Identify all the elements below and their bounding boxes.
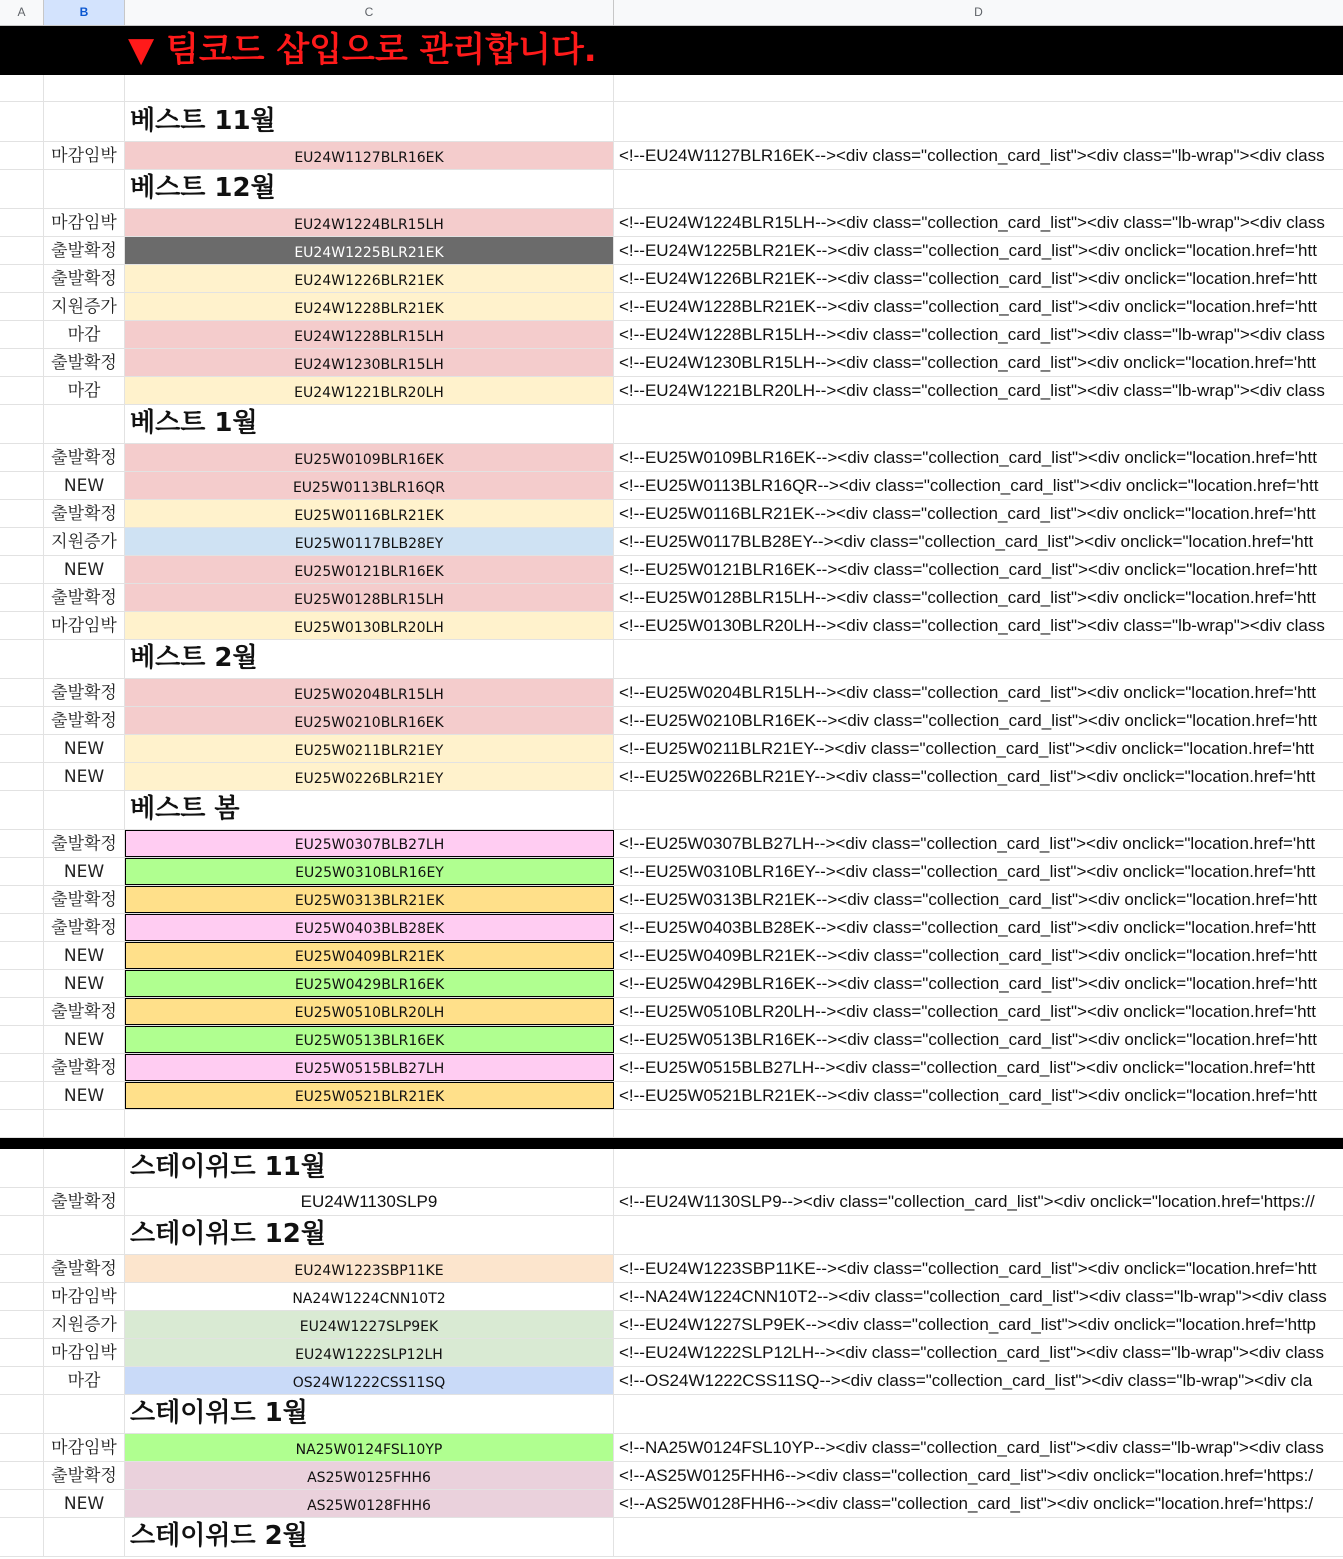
html-snippet-cell[interactable]: <!--AS25W0128FHH6--><div class="collection_card_list"><div onclick="location.href='https:/ bbox=[619, 1494, 1314, 1513]
team-code-cell[interactable]: EU24W1222SLP12LH bbox=[125, 1339, 614, 1366]
column-header-c[interactable]: C bbox=[125, 0, 614, 25]
html-snippet-cell[interactable]: <!--EU25W0310BLR16EY--><div class="collection_card_list"><div onclick="location.href='htt bbox=[619, 862, 1316, 881]
section-header-row bbox=[0, 405, 1343, 444]
status-cell[interactable]: NEW bbox=[44, 970, 125, 997]
cell-a[interactable] bbox=[0, 1255, 44, 1282]
status-cell[interactable]: 마감임박 bbox=[44, 1283, 125, 1310]
section-title[interactable]: 스테이위드 1월 bbox=[125, 1395, 614, 1433]
team-code-cell[interactable]: EU24W1230BLR15LH bbox=[125, 349, 614, 376]
cell-d[interactable] bbox=[614, 1216, 1343, 1254]
html-snippet-cell[interactable]: <!--EU24W1127BLR16EK--><div class="collection_card_list"><div class="lb-wrap"><div class bbox=[619, 146, 1325, 165]
team-code-cell[interactable]: EU25W0130BLR20LH bbox=[125, 612, 614, 639]
cell-a[interactable] bbox=[0, 170, 44, 208]
status-cell[interactable]: NEW bbox=[44, 556, 125, 583]
section-header-row bbox=[0, 1518, 1343, 1557]
table-row bbox=[0, 1367, 1343, 1395]
html-snippet-cell[interactable]: <!--AS25W0125FHH6--><div class="collection_card_list"><div onclick="location.href='https:/ bbox=[619, 1466, 1314, 1485]
html-snippet-cell[interactable]: <!--NA24W1224CNN10T2--><div class="collection_card_list"><div class="lb-wrap"><div class bbox=[619, 1287, 1327, 1306]
spreadsheet-grid bbox=[0, 26, 1343, 1557]
status-cell[interactable]: NEW bbox=[44, 472, 125, 499]
cell-d[interactable] bbox=[614, 102, 1343, 141]
status-cell[interactable]: 마감 bbox=[44, 377, 125, 404]
cell-a[interactable] bbox=[0, 293, 44, 320]
team-code-cell[interactable]: EU25W0409BLR21EK bbox=[125, 942, 614, 969]
team-code-cell[interactable]: EU25W0403BLB28EK bbox=[125, 914, 614, 941]
cell-b[interactable] bbox=[44, 791, 125, 829]
html-snippet-cell[interactable]: <!--EU25W0307BLB27LH--><div class="collection_card_list"><div onclick="location.href='htt bbox=[619, 834, 1316, 853]
table-row bbox=[0, 1082, 1343, 1110]
table-row bbox=[0, 1283, 1343, 1311]
status-cell[interactable]: 마감임박 bbox=[44, 209, 125, 236]
cell-a[interactable] bbox=[0, 1518, 44, 1556]
status-cell[interactable]: 출발확정 bbox=[44, 679, 125, 706]
cell-c[interactable] bbox=[125, 1110, 614, 1137]
cell-a[interactable] bbox=[0, 970, 44, 997]
cell-b[interactable] bbox=[44, 1110, 125, 1137]
cell-a[interactable] bbox=[0, 1110, 44, 1137]
section-title[interactable]: 베스트 11월 bbox=[125, 102, 614, 141]
html-snippet-cell[interactable]: <!--EU25W0313BLR21EK--><div class="collection_card_list"><div onclick="location.href='htt bbox=[619, 890, 1317, 909]
cell-a[interactable] bbox=[0, 405, 44, 443]
table-row bbox=[0, 237, 1343, 265]
status-cell[interactable]: 출발확정 bbox=[44, 349, 125, 376]
team-code-cell[interactable]: EU24W1226BLR21EK bbox=[125, 265, 614, 292]
section-title[interactable]: 스테이위드 2월 bbox=[125, 1518, 614, 1556]
status-cell[interactable]: 출발확정 bbox=[44, 1054, 125, 1081]
section-header-row bbox=[0, 1149, 1343, 1188]
column-header-a[interactable]: A bbox=[0, 0, 44, 25]
html-snippet-cell[interactable]: <!--EU25W0521BLR21EK--><div class="collection_card_list"><div onclick="location.href='htt bbox=[619, 1086, 1317, 1105]
table-row bbox=[0, 998, 1343, 1026]
cell-d[interactable] bbox=[614, 75, 1343, 101]
html-snippet-cell[interactable]: <!--OS24W1222CSS11SQ--><div class="collection_card_list"><div class="lb-wrap"><div cla bbox=[619, 1371, 1313, 1390]
cell-a[interactable] bbox=[0, 556, 44, 583]
cell-a[interactable] bbox=[0, 1367, 44, 1394]
html-snippet-cell[interactable]: <!--EU25W0211BLR21EY--><div class="collection_card_list"><div onclick="location.href='htt bbox=[619, 739, 1315, 758]
html-snippet-cell[interactable]: <!--EU24W1226BLR21EK--><div class="collection_card_list"><div onclick="location.href='htt bbox=[619, 269, 1317, 288]
cell-a[interactable] bbox=[0, 858, 44, 885]
table-row bbox=[0, 1026, 1343, 1054]
html-snippet-cell[interactable]: <!--EU25W0121BLR16EK--><div class="collection_card_list"><div onclick="location.href='htt bbox=[619, 560, 1317, 579]
team-code-cell[interactable]: EU24W1227SLP9EK bbox=[125, 1311, 614, 1338]
html-snippet-cell[interactable]: <!--NA25W0124FSL10YP--><div class="collection_card_list"><div class="lb-wrap"><div class bbox=[619, 1438, 1324, 1457]
cell-a[interactable] bbox=[0, 1339, 44, 1366]
team-code-cell[interactable]: EU25W0121BLR16EK bbox=[125, 556, 614, 583]
html-snippet-cell[interactable]: <!--EU25W0409BLR21EK--><div class="collection_card_list"><div onclick="location.href='htt bbox=[619, 946, 1317, 965]
cell-a[interactable] bbox=[0, 500, 44, 527]
banner-heading: ▼ 팀코드 삽입으로 관리합니다. bbox=[0, 26, 1343, 75]
cell-d[interactable] bbox=[614, 405, 1343, 443]
html-snippet-cell[interactable]: <!--EU24W1230BLR15LH--><div class="collection_card_list"><div onclick="location.href='htt bbox=[619, 353, 1316, 372]
html-snippet-cell[interactable]: <!--EU25W0403BLB28EK--><div class="collection_card_list"><div onclick="location.href='htt bbox=[619, 918, 1316, 937]
cell-a[interactable] bbox=[0, 1462, 44, 1489]
status-cell[interactable]: 출발확정 bbox=[44, 1255, 125, 1282]
status-cell[interactable]: 지원증가 bbox=[44, 293, 125, 320]
table-row bbox=[0, 1339, 1343, 1367]
cell-a[interactable] bbox=[0, 1054, 44, 1081]
cell-a[interactable] bbox=[0, 321, 44, 348]
cell-b[interactable] bbox=[44, 102, 125, 141]
team-code-cell[interactable]: EU25W0313BLR21EK bbox=[125, 886, 614, 913]
status-cell[interactable]: 출발확정 bbox=[44, 237, 125, 264]
cell-d[interactable] bbox=[614, 1395, 1343, 1433]
cell-a[interactable] bbox=[0, 886, 44, 913]
cell-a[interactable] bbox=[0, 237, 44, 264]
html-snippet-cell[interactable]: <!--EU25W0117BLB28EY--><div class="collection_card_list"><div onclick="location.href='htt bbox=[619, 532, 1314, 551]
team-code-cell[interactable]: NA25W0124FSL10YP bbox=[125, 1434, 614, 1461]
html-snippet-cell[interactable]: <!--EU25W0109BLR16EK--><div class="collection_card_list"><div onclick="location.href='htt bbox=[619, 448, 1317, 467]
column-header-bar bbox=[0, 0, 1343, 26]
cell-a[interactable] bbox=[0, 791, 44, 829]
section-header-row bbox=[0, 640, 1343, 679]
table-row bbox=[0, 1255, 1343, 1283]
cell-a[interactable] bbox=[0, 377, 44, 404]
team-code-cell[interactable]: EU25W0226BLR21EY bbox=[125, 763, 614, 790]
status-cell[interactable]: 출발확정 bbox=[44, 584, 125, 611]
status-cell[interactable]: NEW bbox=[44, 763, 125, 790]
section-header-row bbox=[0, 1395, 1343, 1434]
team-code-cell[interactable]: EU24W1225BLR21EK bbox=[125, 237, 614, 264]
cell-a[interactable] bbox=[0, 1149, 44, 1187]
cell-a[interactable] bbox=[0, 707, 44, 734]
section-header-row bbox=[0, 1216, 1343, 1255]
html-snippet-cell[interactable]: <!--EU24W1224BLR15LH--><div class="collection_card_list"><div class="lb-wrap"><div class bbox=[619, 213, 1325, 232]
cell-a[interactable] bbox=[0, 1188, 44, 1215]
table-row bbox=[0, 942, 1343, 970]
status-cell[interactable]: 마감임박 bbox=[44, 1339, 125, 1366]
cell-a[interactable] bbox=[0, 998, 44, 1025]
cell-a[interactable] bbox=[0, 1283, 44, 1310]
cell-d[interactable] bbox=[614, 1110, 1343, 1137]
cell-a[interactable] bbox=[0, 942, 44, 969]
cell-a[interactable] bbox=[0, 1082, 44, 1109]
team-code-cell[interactable]: AS25W0128FHH6 bbox=[125, 1490, 614, 1517]
html-snippet-cell[interactable]: <!--EU25W0204BLR15LH--><div class="collection_card_list"><div onclick="location.href='htt bbox=[619, 683, 1316, 702]
status-cell[interactable]: NEW bbox=[44, 858, 125, 885]
team-code-cell[interactable]: EU24W1221BLR20LH bbox=[125, 377, 614, 404]
team-code-cell[interactable]: EU25W0113BLR16QR bbox=[125, 472, 614, 499]
status-cell[interactable]: 출발확정 bbox=[44, 1188, 125, 1215]
table-row bbox=[0, 679, 1343, 707]
status-cell[interactable]: 출발확정 bbox=[44, 886, 125, 913]
table-row bbox=[0, 142, 1343, 170]
section-header-row bbox=[0, 170, 1343, 209]
html-snippet-cell[interactable]: <!--EU24W1222SLP12LH--><div class="collection_card_list"><div class="lb-wrap"><div class bbox=[619, 1343, 1324, 1362]
cell-a[interactable] bbox=[0, 349, 44, 376]
status-cell[interactable]: 출발확정 bbox=[44, 707, 125, 734]
team-code-cell[interactable]: EU25W0210BLR16EK bbox=[125, 707, 614, 734]
table-row bbox=[0, 265, 1343, 293]
column-header-b[interactable]: B bbox=[44, 0, 125, 25]
table-row bbox=[0, 970, 1343, 998]
html-snippet-cell[interactable]: <!--EU25W0130BLR20LH--><div class="collection_card_list"><div class="lb-wrap"><div class bbox=[619, 616, 1325, 635]
team-code-cell[interactable]: EU25W0204BLR15LH bbox=[125, 679, 614, 706]
cell-a[interactable] bbox=[0, 1490, 44, 1517]
cell-a[interactable] bbox=[0, 763, 44, 790]
cell-a[interactable] bbox=[0, 1311, 44, 1338]
team-code-cell[interactable]: EU25W0310BLR16EY bbox=[125, 858, 614, 885]
table-row bbox=[0, 556, 1343, 584]
section-title[interactable]: 베스트 봄 bbox=[125, 791, 614, 829]
team-code-cell[interactable]: EU25W0117BLB28EY bbox=[125, 528, 614, 555]
section-title[interactable]: 스테이위드 12월 bbox=[125, 1216, 614, 1254]
status-cell[interactable]: NEW bbox=[44, 1026, 125, 1053]
cell-a[interactable] bbox=[0, 735, 44, 762]
cell-a[interactable] bbox=[0, 75, 44, 101]
cell-a[interactable] bbox=[0, 444, 44, 471]
team-code-cell[interactable]: EU25W0515BLB27LH bbox=[125, 1054, 614, 1081]
cell-a[interactable] bbox=[0, 584, 44, 611]
table-row bbox=[0, 321, 1343, 349]
cell-a[interactable] bbox=[0, 1395, 44, 1433]
html-snippet-cell[interactable]: <!--EU24W1130SLP9--><div class="collection_card_list"><div onclick="location.href='https:// bbox=[619, 1192, 1315, 1211]
html-snippet-cell[interactable]: <!--EU24W1228BLR21EK--><div class="collection_card_list"><div onclick="location.href='htt bbox=[619, 297, 1317, 316]
cell-d[interactable] bbox=[614, 1149, 1343, 1187]
status-cell[interactable]: 지원증가 bbox=[44, 1311, 125, 1338]
cell-b[interactable] bbox=[44, 1216, 125, 1254]
team-code-cell[interactable]: AS25W0125FHH6 bbox=[125, 1462, 614, 1489]
cell-a[interactable] bbox=[0, 209, 44, 236]
table-row bbox=[0, 1188, 1343, 1216]
status-cell[interactable]: NEW bbox=[44, 1490, 125, 1517]
html-snippet-cell[interactable]: <!--EU25W0226BLR21EY--><div class="collection_card_list"><div onclick="location.href='htt bbox=[619, 767, 1316, 786]
cell-c[interactable] bbox=[125, 75, 614, 101]
team-code-cell[interactable]: EU25W0307BLB27LH bbox=[125, 830, 614, 857]
cell-d[interactable] bbox=[614, 1518, 1343, 1556]
table-row bbox=[0, 886, 1343, 914]
html-snippet-cell[interactable]: <!--EU25W0113BLR16QR--><div class="collection_card_list"><div onclick="location.href='htt bbox=[619, 476, 1319, 495]
cell-d[interactable] bbox=[614, 640, 1343, 678]
team-code-cell[interactable]: EU24W1228BLR21EK bbox=[125, 293, 614, 320]
team-code-cell[interactable]: EU24W1228BLR15LH bbox=[125, 321, 614, 348]
html-snippet-cell[interactable]: <!--EU25W0116BLR21EK--><div class="collection_card_list"><div onclick="location.href='htt bbox=[619, 504, 1316, 523]
html-snippet-cell[interactable]: <!--EU24W1228BLR15LH--><div class="collection_card_list"><div class="lb-wrap"><div class bbox=[619, 325, 1325, 344]
table-row bbox=[0, 763, 1343, 791]
cell-a[interactable] bbox=[0, 472, 44, 499]
cell-a[interactable] bbox=[0, 142, 44, 169]
table-row bbox=[0, 735, 1343, 763]
cell-b[interactable] bbox=[44, 640, 125, 678]
html-snippet-cell[interactable]: <!--EU25W0513BLR16EK--><div class="collection_card_list"><div onclick="location.href='htt bbox=[619, 1030, 1317, 1049]
cell-a[interactable] bbox=[0, 679, 44, 706]
html-snippet-cell[interactable]: <!--EU24W1223SBP11KE--><div class="collection_card_list"><div onclick="location.href='htt bbox=[619, 1259, 1317, 1278]
html-snippet-cell[interactable]: <!--EU25W0210BLR16EK--><div class="collection_card_list"><div onclick="location.href='htt bbox=[619, 711, 1317, 730]
team-code-cell[interactable]: EU25W0128BLR15LH bbox=[125, 584, 614, 611]
cell-a[interactable] bbox=[0, 265, 44, 292]
table-row bbox=[0, 1434, 1343, 1462]
status-cell[interactable]: 출발확정 bbox=[44, 265, 125, 292]
table-row bbox=[0, 349, 1343, 377]
cell-a[interactable] bbox=[0, 1026, 44, 1053]
section-header-row bbox=[0, 102, 1343, 142]
cell-a[interactable] bbox=[0, 640, 44, 678]
cell-d[interactable] bbox=[614, 170, 1343, 208]
empty-row bbox=[0, 1110, 1343, 1138]
team-code-cell[interactable]: EU25W0521BLR21EK bbox=[125, 1082, 614, 1109]
html-snippet-cell[interactable]: <!--EU24W1221BLR20LH--><div class="collection_card_list"><div class="lb-wrap"><div class bbox=[619, 381, 1325, 400]
cell-b[interactable] bbox=[44, 405, 125, 443]
status-cell[interactable]: 마감임박 bbox=[44, 142, 125, 169]
cell-d[interactable] bbox=[614, 791, 1343, 829]
team-code-cell[interactable]: EU25W0429BLR16EK bbox=[125, 970, 614, 997]
cell-b[interactable] bbox=[44, 170, 125, 208]
section-title[interactable]: 스테이위드 11월 bbox=[125, 1149, 614, 1187]
cell-a[interactable] bbox=[0, 612, 44, 639]
status-cell[interactable]: 마감 bbox=[44, 1367, 125, 1394]
table-row bbox=[0, 830, 1343, 858]
status-cell[interactable]: 출발확정 bbox=[44, 830, 125, 857]
status-cell[interactable]: 마감임박 bbox=[44, 1434, 125, 1461]
cell-a[interactable] bbox=[0, 102, 44, 141]
status-cell[interactable]: 마감임박 bbox=[44, 612, 125, 639]
team-code-cell[interactable]: EU25W0211BLR21EY bbox=[125, 735, 614, 762]
table-row bbox=[0, 1311, 1343, 1339]
status-cell[interactable]: 마감 bbox=[44, 321, 125, 348]
table-row bbox=[0, 858, 1343, 886]
section-header-row bbox=[0, 791, 1343, 830]
team-code-cell[interactable]: EU25W0513BLR16EK bbox=[125, 1026, 614, 1053]
table-row bbox=[0, 500, 1343, 528]
table-row bbox=[0, 293, 1343, 321]
html-snippet-cell[interactable]: <!--EU25W0515BLB27LH--><div class="collection_card_list"><div onclick="location.href='htt bbox=[619, 1058, 1316, 1077]
team-code-cell[interactable]: EU25W0510BLR20LH bbox=[125, 998, 614, 1025]
table-row bbox=[0, 584, 1343, 612]
cell-a[interactable] bbox=[0, 830, 44, 857]
table-row bbox=[0, 528, 1343, 556]
cell-a[interactable] bbox=[0, 1434, 44, 1461]
html-snippet-cell[interactable]: <!--EU25W0128BLR15LH--><div class="collection_card_list"><div onclick="location.href='htt bbox=[619, 588, 1316, 607]
table-row bbox=[0, 1490, 1343, 1518]
table-row bbox=[0, 1054, 1343, 1082]
table-row bbox=[0, 612, 1343, 640]
section-title[interactable]: 베스트 12월 bbox=[125, 170, 614, 208]
table-row bbox=[0, 1462, 1343, 1490]
table-row bbox=[0, 377, 1343, 405]
table-row bbox=[0, 444, 1343, 472]
html-snippet-cell[interactable]: <!--EU25W0510BLR20LH--><div class="collection_card_list"><div onclick="location.href='htt bbox=[619, 1002, 1316, 1021]
team-code-cell[interactable]: EU24W1130SLP9 bbox=[125, 1188, 614, 1215]
cell-b[interactable] bbox=[44, 1395, 125, 1433]
team-code-cell[interactable]: EU24W1223SBP11KE bbox=[125, 1255, 614, 1282]
status-cell[interactable]: NEW bbox=[44, 735, 125, 762]
team-code-cell[interactable]: OS24W1222CSS11SQ bbox=[125, 1367, 614, 1394]
team-code-cell[interactable]: NA24W1224CNN10T2 bbox=[125, 1283, 614, 1310]
status-cell[interactable]: 출발확정 bbox=[44, 444, 125, 471]
status-cell[interactable]: 출발확정 bbox=[44, 1462, 125, 1489]
section-title[interactable]: 베스트 2월 bbox=[125, 640, 614, 678]
empty-row bbox=[0, 75, 1343, 102]
status-cell[interactable]: 출발확정 bbox=[44, 998, 125, 1025]
cell-b[interactable] bbox=[44, 1149, 125, 1187]
cell-a[interactable] bbox=[0, 528, 44, 555]
html-snippet-cell[interactable]: <!--EU25W0429BLR16EK--><div class="collection_card_list"><div onclick="location.href='htt bbox=[619, 974, 1317, 993]
status-cell[interactable]: 출발확정 bbox=[44, 914, 125, 941]
team-code-cell[interactable]: EU25W0109BLR16EK bbox=[125, 444, 614, 471]
column-header-d[interactable]: D bbox=[974, 5, 983, 19]
cell-a[interactable] bbox=[0, 1216, 44, 1254]
team-code-cell[interactable]: EU25W0116BLR21EK bbox=[125, 500, 614, 527]
html-snippet-cell[interactable]: <!--EU24W1225BLR21EK--><div class="collection_card_list"><div onclick="location.href='htt bbox=[619, 241, 1317, 260]
html-snippet-cell[interactable]: <!--EU24W1227SLP9EK--><div class="collection_card_list"><div onclick="location.href='http bbox=[619, 1315, 1316, 1334]
team-code-cell[interactable]: EU24W1127BLR16EK bbox=[125, 142, 614, 169]
section-title[interactable]: 베스트 1월 bbox=[125, 405, 614, 443]
status-cell[interactable]: 출발확정 bbox=[44, 500, 125, 527]
status-cell[interactable]: NEW bbox=[44, 1082, 125, 1109]
cell-b[interactable] bbox=[44, 75, 125, 101]
status-cell[interactable]: 지원증가 bbox=[44, 528, 125, 555]
table-row bbox=[0, 914, 1343, 942]
table-row bbox=[0, 707, 1343, 735]
table-row bbox=[0, 472, 1343, 500]
table-row bbox=[0, 209, 1343, 237]
cell-a[interactable] bbox=[0, 914, 44, 941]
status-cell[interactable]: NEW bbox=[44, 942, 125, 969]
team-code-cell[interactable]: EU24W1224BLR15LH bbox=[125, 209, 614, 236]
cell-b[interactable] bbox=[44, 1518, 125, 1556]
